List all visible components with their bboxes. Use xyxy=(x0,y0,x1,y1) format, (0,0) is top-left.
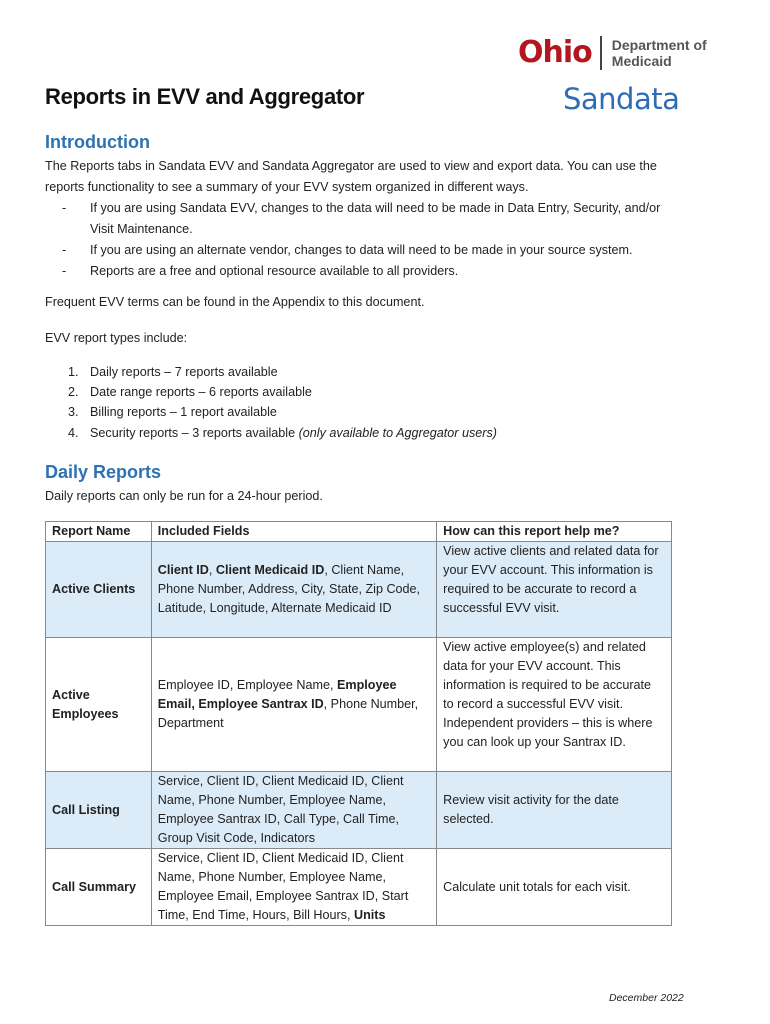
sandata-logo: Sandata xyxy=(563,82,680,116)
footer-date: December 2022 xyxy=(609,992,684,1004)
logo-divider xyxy=(600,36,602,70)
ohio-wordmark: Ohio xyxy=(518,35,592,70)
introduction-heading: Introduction xyxy=(45,132,150,152)
intro-paragraph-line2: reports functionality to see a summary of your EVV system organized in different ways. xyxy=(45,180,529,194)
terms-note: Frequent EVV terms can be found in the Appendix to this document. xyxy=(45,295,425,309)
page-title: Reports in EVV and Aggregator xyxy=(45,84,365,109)
report-name-cell: Active Clients xyxy=(46,542,152,638)
column-header: Report Name xyxy=(46,522,152,542)
table-header-row xyxy=(46,522,672,542)
daily-reports-heading: Daily Reports xyxy=(45,462,162,482)
report-help-cell: View active clients and related data for your EVV account. This information is required to be accurate to record a successful EVV visit. xyxy=(437,542,672,638)
report-name-cell: Active Employees xyxy=(46,638,152,772)
column-header: Included Fields xyxy=(151,522,436,542)
report-help-cell: Review visit activity for the date selected. xyxy=(437,772,672,849)
table-row xyxy=(46,638,672,772)
included-fields-cell: Service, Client ID, Client Medicaid ID, Client Name, Phone Number, Employee Name, Employee Santrax ID, Call Type, Call Time, Group Visit Code, Indicators xyxy=(151,772,436,849)
aggregator-only-note: (only available to Aggregator users) xyxy=(298,426,497,440)
report-help-cell: View active employee(s) and related data for your EVV account. This information is required to be accurate to record a successful EVV visit. Independent providers – this is where you can look up your Santrax ID. xyxy=(437,638,672,772)
report-help-cell: Calculate unit totals for each visit. xyxy=(437,849,672,926)
report-name-cell: Call Listing xyxy=(46,772,152,849)
ohio-medicaid-logo xyxy=(518,36,707,70)
included-fields-cell: Service, Client ID, Client Medicaid ID, Client Name, Phone Number, Employee Name, Employee Email, Employee Santrax ID, Start Time, End Time, Hours, Bill Hours, Units xyxy=(151,849,436,926)
table-row xyxy=(46,849,672,926)
report-name-cell: Call Summary xyxy=(46,849,152,926)
document-page: Ohio Department of Medicaid Sandata Reports in EVV and Aggregator Introduction The Reports tabs in Sandata EVV and Sandata Aggregator are used to view and export data. You can use the reports functionality to see a summary of your EVV system organized in different ways. - If you are using Sandata EVV, changes to the data will need to be made in Data Entry, Security, and/or Visit Maintenance. - If you are using an alternate vendor, changes to data will need to be made in your source system. - Reports are a free and optional resource available to all providers. Frequent EVV terms can be found in the Appendix to this document. EVV report types include: 1. Daily reports – 7 reports available 2. Date range reports – 6 reports available 3. Billing reports – 1 report available 4. Security reports – 3 reports available (only available to Aggregator users) Daily Reports Daily reports can only be run for a 24-hour period. Report Name Included Fields How can this report help me? Active Clients Client ID, Client Medicaid ID, Client Name, Phone Number, Address, City, State, Zip Code, Latitude, Longitude, Alternate Medicaid ID View active clients and related data for your EVV account. This information is required to be accurate to record a successful EVV visit. Active Employees Employee ID, Employee Name, Employee Email, Employee Santrax ID, Phone Number, Department View active employee(s) and related data for your EVV account. This information is required to be accurate to record a successful EVV visit. Independent providers – this is where you can look up your Santrax ID. Call Listing Service, Client ID, Client Medicaid ID, Client Name, Phone Number, Employee Name, Employee Santrax ID, Call Type, Call Time, Group Visit Code, Indicators Review visit activity for the date selected. Call Summary Service, Client ID, Client Medicaid ID, Client Name, Phone Number, Employee Name, Employee Email, Employee Santrax ID, Start Time, End Time, Hours, Bill Hours, Units Calculate unit totals for each visit. December 2022 xyxy=(0,0,770,1024)
daily-reports-description: Daily reports can only be run for a 24-hour period. xyxy=(45,489,323,503)
table-row xyxy=(46,542,672,638)
column-header: How can this report help me? xyxy=(437,522,672,542)
report-types-intro: EVV report types include: xyxy=(45,331,188,345)
daily-reports-table xyxy=(45,521,672,926)
included-fields-cell: Employee ID, Employee Name, Employee Email, Employee Santrax ID, Phone Number, Department xyxy=(151,638,436,772)
department-label: Department of Medicaid xyxy=(611,37,707,69)
intro-paragraph-line1: The Reports tabs in Sandata EVV and Sandata Aggregator are used to view and export data. You can use the xyxy=(45,159,657,173)
included-fields-cell: Client ID, Client Medicaid ID, Client Name, Phone Number, Address, City, State, Zip Code, Latitude, Longitude, Alternate Medicaid ID xyxy=(151,542,436,638)
table-row xyxy=(46,772,672,849)
